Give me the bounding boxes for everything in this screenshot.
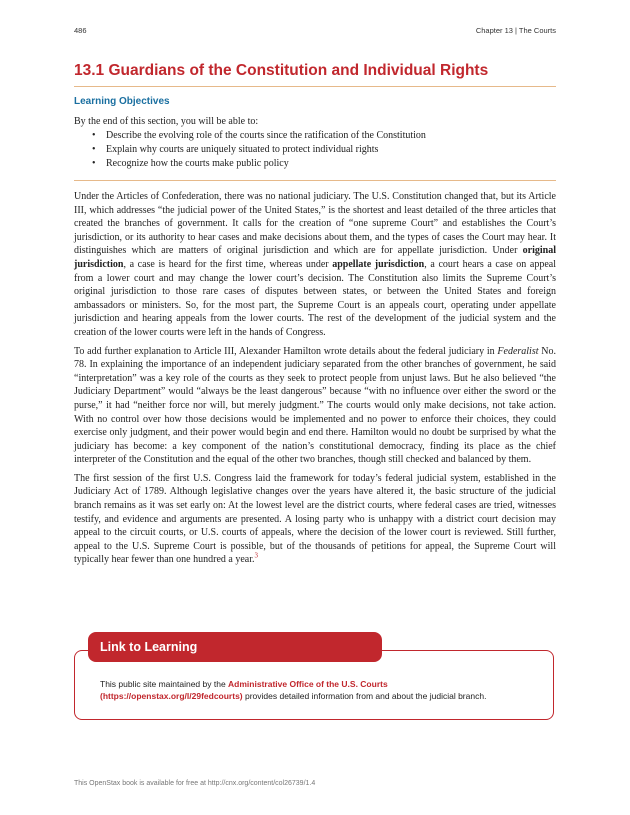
body-text [74, 190, 556, 572]
chapter-header: Chapter 13 | The Courts [475, 26, 556, 35]
key-term-original-jurisdiction: original jurisdiction [74, 245, 556, 270]
section-title: 13.1 Guardians of the Constitution and Individual Rights [74, 62, 556, 87]
link-text-after: provides detailed information from and about the judicial branch. [242, 691, 487, 701]
objective-item: • Recognize how the courts make public policy [74, 157, 556, 171]
page-footer: This OpenStax book is available for free at http://cnx.org/content/col26739/1.4 [74, 780, 316, 787]
link-to-learning-text [100, 678, 530, 702]
paragraph-1 [74, 190, 556, 340]
paragraph-text: , a court hears a case on appeal from a lower court and may change the lower court’s decision. The Constitution also limits the Supreme Court’s original jurisdiction to those rare cases of disputes between states, or between the United States and foreign ambassadors or ministers. So, for the most part, the Supreme Court is an appeals court, operating under appellate jurisdiction and hearing appeals from the lower courts. The rest of the development of the judicial system and the creation of the lower courts were left in the hands of Congress. [74, 258, 557, 338]
key-term-appellate-jurisdiction: appellate jurisdiction [332, 258, 425, 270]
objective-item: • Describe the evolving role of the courts since the ratification of the Constitution [74, 129, 556, 143]
learning-objectives-intro: By the end of this section, you will be able to: [74, 116, 259, 127]
learning-objectives-list [74, 129, 556, 171]
page-number: 486 [74, 26, 87, 35]
link-text-before: This public site maintained by the [100, 679, 229, 689]
paragraph-2 [74, 345, 556, 467]
paragraph-text: The first session of the first U.S. Congress laid the framework for today’s federal judicial system, established in the Judiciary Act of 1789. Although legislative changes over the years have altered it, the basic structure of the judicial branch remains as it was set early on: At the lowest level are the district courts, where federal cases are tried, witnesses testify, and evidence and arguments are presented. A losing party who is unhappy with a district court decision may appeal to the circuit courts, or U.S. courts of appeals, where the decision of the lower court is reviewed. Still further, appeal to the U.S. Supreme Court is possible, but of the thousands of petitions for appeal, the Supreme Court will typically hear fewer than one hundred a year. [74, 472, 556, 566]
learning-objectives-heading: Learning Objectives [74, 96, 170, 107]
italic-federalist: Federalist [497, 345, 539, 357]
objective-item: • Explain why courts are uniquely situated to protect individual rights [74, 143, 556, 157]
section-divider [74, 180, 556, 181]
paragraph-text: To add further explanation to Article III, Alexander Hamilton wrote details about the federal judiciary in [74, 345, 498, 357]
link-to-learning-title: Link to Learning [88, 632, 382, 662]
paragraph-3 [74, 472, 556, 567]
paragraph-text: No. 78. In explaining the importance of an independent judiciary separated from the other branches of government, he said “interpretation” was a key role of the courts as they seek to protect people from unjust laws. But he also believed “the Judiciary Department” would “always be the least dangerous” because “with no influence over either the sword or the purse,” it had “neither force nor will, but merely judgment.” The courts would only make decisions, not take action. With no control over how those decisions would be implemented and no power to enforce their choices, they could exercise only judgment, and their power would begin and end there. Hamilton would no doubt be surprised by what the judiciary has become: a key component of the nation’s constitutional democracy, finding its place as the chief interpreter of the Constitution and the equal of the other two branches, though still checked and balanced by them. [74, 345, 556, 466]
courts-link[interactable]: Administrative Office of the U.S. Courts (https://openstax.org/l/29fedcourts) [100, 679, 388, 701]
paragraph-text: Under the Articles of Confederation, there was no national judiciary. The U.S. Constitution changed that, but its Article III, which addresses “the judicial power of the United States,” is the shortest and least detailed of the three articles that created the branches of government. It calls for the creation of “one supreme Court” and establishes the Court’s jurisdiction, or its authority to hear cases and make decisions about them, and the types of cases the Court may hear. It distinguishes which are matters of original jurisdiction and which are for appellate jurisdiction. Under [74, 191, 556, 257]
footnote-link[interactable]: 3 [254, 552, 258, 561]
paragraph-text: , a case is heard for the first time, whereas under [123, 258, 333, 270]
